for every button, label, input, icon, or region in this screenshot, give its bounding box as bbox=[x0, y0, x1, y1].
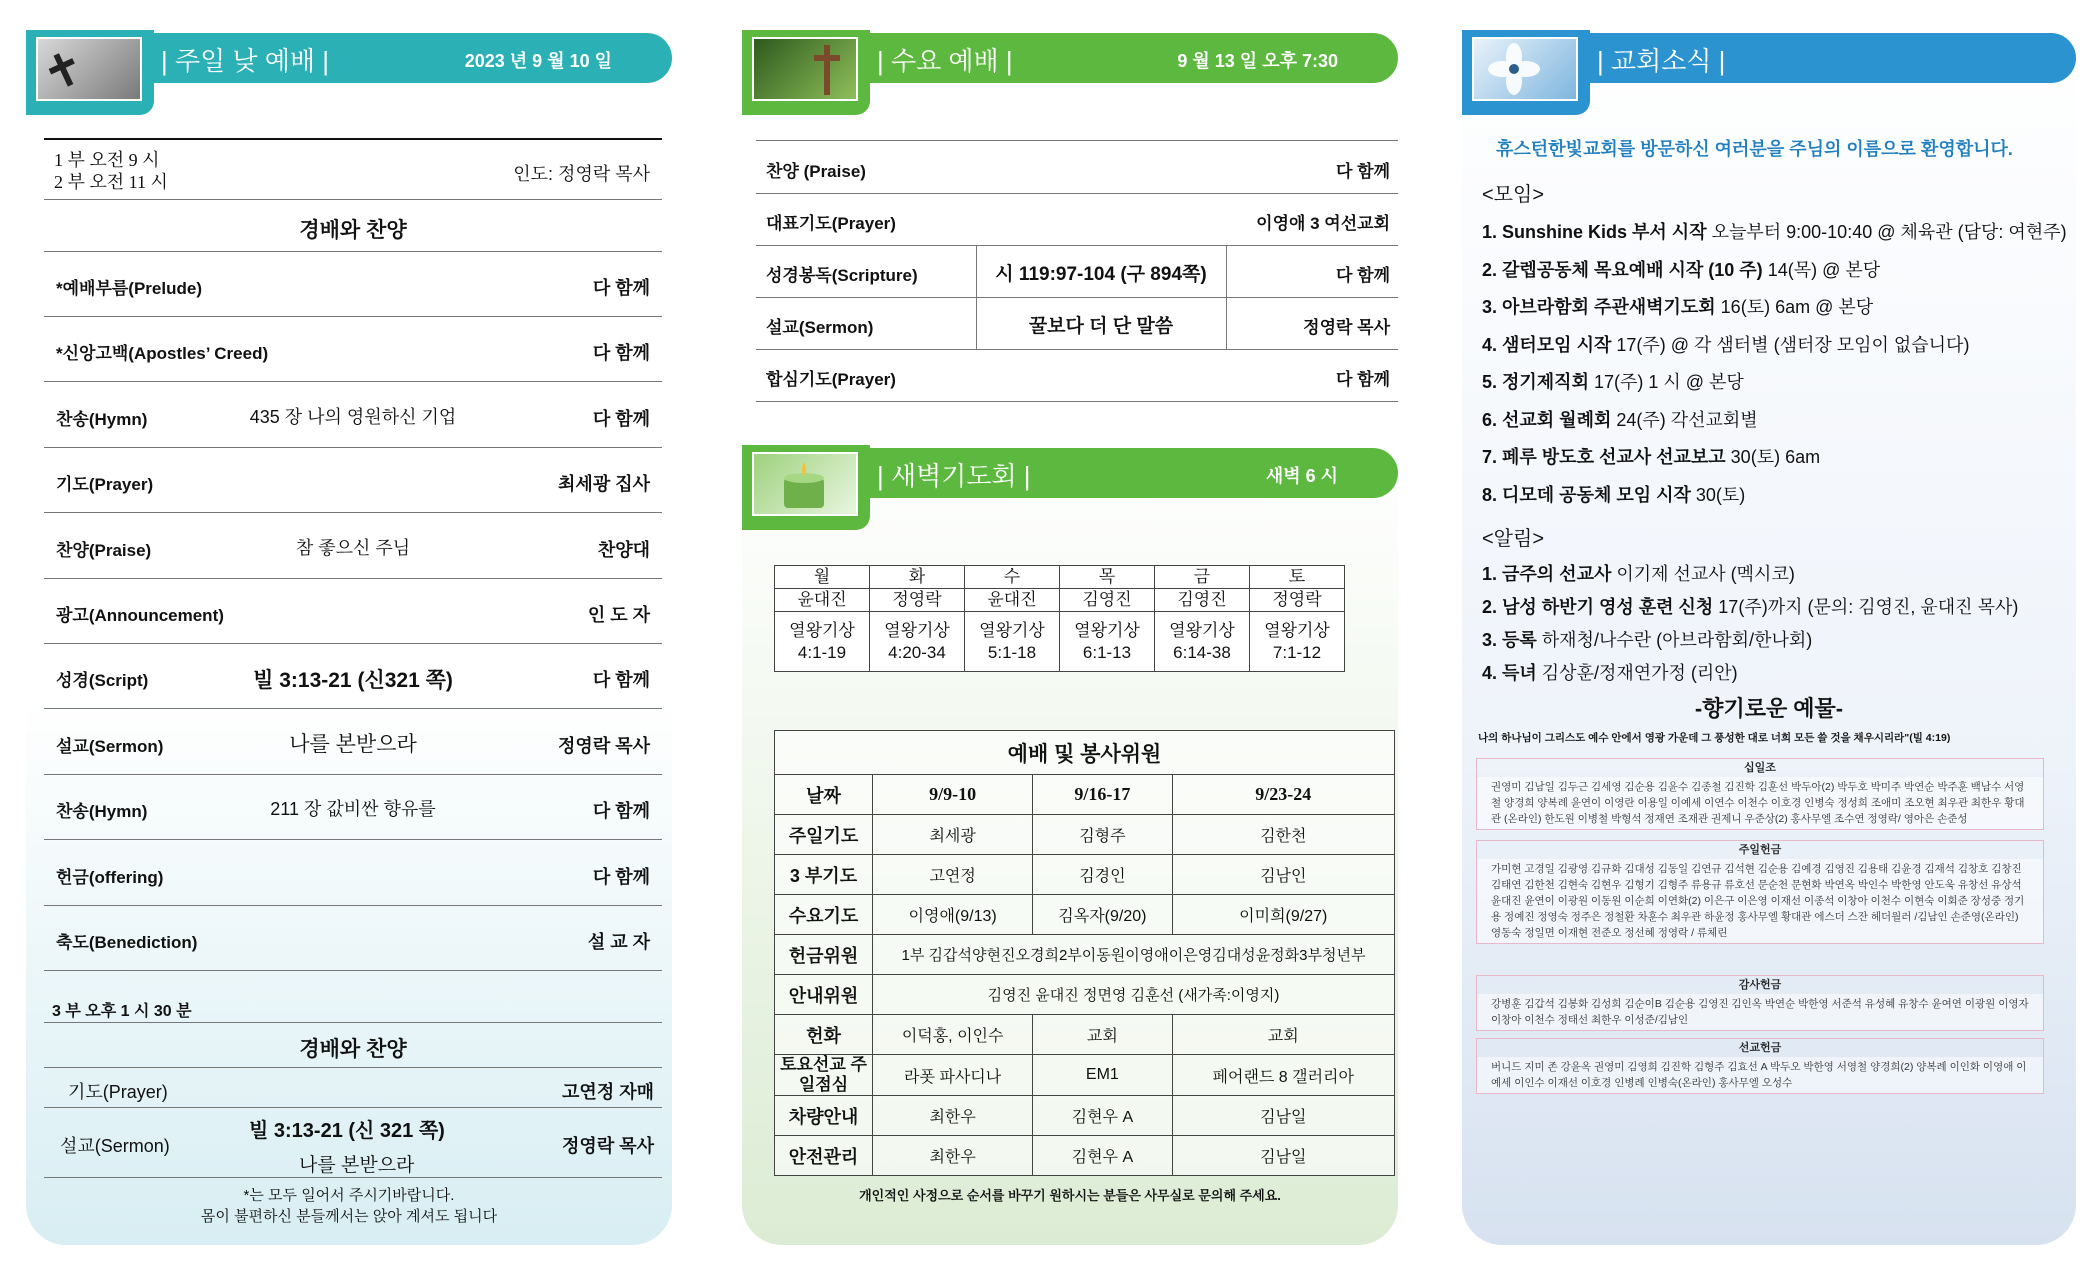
offering-names: 강병훈 김갑석 김봉화 김성희 김순이B 김순용 김영진 김인옥 박연순 박한영 서준석 유성혜 유창수 윤여연 이광원 이영자 이창아 이천수 정태선 최한우 이성준/김남인 bbox=[1477, 994, 2043, 1030]
book-name: 열왕기상 bbox=[1074, 620, 1140, 640]
leader-cell: 김영진 bbox=[1060, 589, 1155, 612]
meeting-name: 4. 샘터모임 시작 bbox=[1482, 334, 1612, 355]
wednesday-order-row bbox=[756, 142, 1398, 194]
third-prayer-row bbox=[44, 1068, 662, 1108]
offering-verse: 나의 하나님이 그리스도 예수 안에서 영광 가운데 그 풍성한 대로 너희 모든 쓸 것을 채우시리라"(빌 4:19) bbox=[1478, 732, 1951, 744]
dawn-image-frame bbox=[742, 445, 870, 530]
wednesday-image-frame bbox=[742, 30, 870, 115]
row-right: 이영애 3 여선교회 bbox=[1256, 214, 1390, 233]
chapter-ref: 4:1-19 bbox=[797, 642, 847, 662]
order-row bbox=[44, 383, 662, 448]
volunteer-cell: 교회 bbox=[1033, 1015, 1172, 1055]
sunday-image-frame bbox=[26, 30, 154, 115]
row-label: *신앙고백(Apostles’ Creed) bbox=[56, 344, 269, 364]
volunteer-cell: 라폿 파사디나 bbox=[873, 1055, 1033, 1096]
volunteer-note: 개인적인 사정으로 순서를 바꾸기 원하시는 분들은 사무실로 문의해 주세요. bbox=[859, 1188, 1281, 1203]
notice-name: 1. 금주의 선교사 bbox=[1482, 564, 1612, 584]
notice-item bbox=[1482, 593, 2018, 619]
volunteer-cell: 김남일 bbox=[1172, 1136, 1395, 1176]
row-right: 다 함께 bbox=[592, 408, 650, 429]
volunteer-cell: 김현우 A bbox=[1033, 1136, 1172, 1176]
chapter-ref: 5:1-18 bbox=[987, 642, 1037, 662]
order-row bbox=[44, 841, 662, 906]
offering-names: 버니드 지미 존 강윤옥 권영미 김영희 김진학 김형주 김효선 A 박두오 박한영 서영철 양경희(2) 양복례 이인화 이영애 이예세 이인수 이재선 이호경 인병례 인병숙(온라인) 홍사무엘 오성수 bbox=[1477, 1057, 2043, 1093]
sunday-date: 2023 년 9 월 10 일 bbox=[464, 51, 612, 71]
row-label: *예배부름(Prelude) bbox=[56, 279, 202, 298]
meeting-item bbox=[1482, 218, 2067, 244]
notice-name: 3. 등록 bbox=[1482, 630, 1537, 650]
news-title: | 교회소식 | bbox=[1597, 46, 1726, 76]
row-label: 찬양 (Praise) bbox=[766, 162, 866, 181]
role-cell: 주일기도 bbox=[775, 815, 873, 855]
row-middle: 꿀보다 더 단 말씀 bbox=[1028, 316, 1174, 337]
wednesday-order-row bbox=[756, 246, 1398, 298]
row-middle: 참 좋으신 주님 bbox=[295, 537, 411, 558]
row-right: 다 함께 bbox=[1336, 162, 1390, 181]
section-title: 경배와 찬양 bbox=[299, 219, 407, 242]
leader-cell: 윤대진 bbox=[965, 589, 1060, 612]
order-row bbox=[44, 514, 662, 579]
row-right: 정영락 목사 bbox=[558, 735, 650, 756]
leader-cell: 정영락 bbox=[870, 589, 965, 612]
header-cell: 9/16-17 bbox=[1033, 775, 1172, 815]
row-right: 고연정 자매 bbox=[562, 1082, 654, 1102]
third-service-time: 3 부 오후 1 시 30 분 bbox=[52, 1003, 192, 1020]
order-row bbox=[44, 906, 662, 971]
volunteer-cell: 김남인 bbox=[1172, 855, 1395, 895]
meeting-item bbox=[1482, 406, 1758, 432]
praise-section-heading bbox=[44, 200, 662, 252]
volunteer-cell: 교회 bbox=[1172, 1015, 1395, 1055]
volunteer-row bbox=[775, 1055, 1395, 1096]
offering-type: 감사헌금 bbox=[1738, 979, 1782, 991]
third-sermon-row bbox=[44, 1108, 662, 1178]
order-row bbox=[44, 448, 662, 513]
service-time-1: 1 부 오전 9 시 bbox=[54, 150, 160, 170]
offering-names: 권영미 김남일 김두근 김세영 김순용 김윤수 김종철 김진학 김훈선 박두아(2) 박두호 박미주 박연순 박주훈 백남수 서영철 양경희 양복례 윤연이 이영란 이용일 이예세 이연수 이천수 이호경 인병숙 정성희 조애미 조오현 최우관 최한우 황대관 (온라인) 한도원 이병철 박형석 정재연 조재관 권제니 우준상(2) 홍사무엘 조수연 정영락/ 영아은 손준성 bbox=[1477, 777, 2043, 829]
row-right: 다 함께 bbox=[1336, 370, 1390, 389]
sunday-footnote: *는 모두 일어서 주시기바랍니다. 몸이 불편하신 분들께서는 앉아 계셔도 됩니다 bbox=[200, 1187, 498, 1225]
meetings-heading: <모임> bbox=[1482, 184, 1544, 206]
chapter-ref: 4:20-34 bbox=[888, 642, 946, 662]
meeting-item bbox=[1482, 293, 1873, 319]
volunteer-cell: 김경인 bbox=[1033, 855, 1172, 895]
welcome-text: 휴스턴한빛교회를 방문하신 여러분을 주님의 이름으로 환영합니다. bbox=[1496, 139, 2013, 159]
chapter-ref: 7:1-12 bbox=[1272, 642, 1322, 662]
volunteer-cell: 최한우 bbox=[873, 1096, 1033, 1136]
leader-cell: 김영진 bbox=[1155, 589, 1250, 612]
notices-heading: <알림> bbox=[1482, 528, 1544, 550]
volunteer-cell: 김옥자(9/20) bbox=[1033, 895, 1172, 935]
meeting-detail: 17(주) 1 시 @ 본당 bbox=[1588, 372, 1744, 392]
order-row bbox=[44, 252, 662, 317]
service-leader: 인도: 정영락 목사 bbox=[513, 164, 650, 184]
row-label: 설교(Sermon) bbox=[766, 318, 874, 337]
volunteer-cell: 김형주 bbox=[1033, 815, 1172, 855]
volunteer-row bbox=[775, 1136, 1395, 1176]
meeting-name: 2. 갈렙공동체 목요예배 시작 (10 주) bbox=[1482, 259, 1763, 280]
volunteer-cell: 페어랜드 8 갤러리아 bbox=[1172, 1055, 1395, 1096]
volunteer-cell: 고연정 bbox=[873, 855, 1033, 895]
wednesday-panel bbox=[742, 30, 1398, 1245]
row-label: 축도(Benediction) bbox=[56, 933, 198, 952]
row-label: 기도(Prayer) bbox=[56, 475, 154, 495]
volunteer-row bbox=[775, 975, 1395, 1015]
wednesday-order-row bbox=[756, 194, 1398, 246]
row-label: 찬송(Hymn) bbox=[56, 802, 148, 822]
sunday-title: | 주일 낮 예배 | bbox=[161, 46, 329, 76]
meeting-item bbox=[1482, 256, 1880, 282]
meeting-name: 7. 페루 방도호 선교사 선교보고 bbox=[1482, 447, 1726, 467]
row-label: 찬양(Praise) bbox=[56, 540, 152, 560]
book-name: 열왕기상 bbox=[1264, 620, 1330, 640]
volunteer-cell: 1부 김갑석양현진오경희2부이동원이영애이은영김대성윤정화3부청년부 bbox=[873, 935, 1395, 975]
volunteer-cell: 이미희(9/27) bbox=[1172, 895, 1395, 935]
row-right: 다 함께 bbox=[592, 670, 650, 691]
meeting-detail: 30(토) 6am bbox=[1725, 447, 1821, 467]
role-cell: 안내위원 bbox=[775, 975, 873, 1015]
role-cell: 헌금위원 bbox=[775, 935, 873, 975]
book-name: 열왕기상 bbox=[884, 620, 950, 640]
scripture-cell bbox=[1250, 612, 1345, 672]
notice-item bbox=[1482, 626, 1812, 652]
volunteer-cell: 김영진 윤대진 정면영 김훈선 (새가족:이영지) bbox=[873, 975, 1395, 1015]
order-row bbox=[44, 579, 662, 644]
offering-title: -향기로운 예물- bbox=[1694, 696, 1844, 721]
meeting-detail: 오늘부터 9:00-10:40 @ 체육관 (담당: 여현주) bbox=[1706, 222, 2067, 242]
row-right: 다 함께 bbox=[592, 801, 650, 822]
role-cell: 안전관리 bbox=[775, 1136, 873, 1176]
role-cell: 3 부기도 bbox=[775, 855, 873, 895]
row-label: 기도(Prayer) bbox=[68, 1082, 168, 1102]
notice-detail: 김상훈/정재연가정 (리안) bbox=[1536, 663, 1738, 683]
offering-box bbox=[1476, 975, 2044, 1031]
row-label: 성경(Script) bbox=[56, 671, 149, 691]
meeting-detail: 30(토) bbox=[1690, 484, 1746, 505]
offering-type: 십일조 bbox=[1744, 762, 1776, 774]
scripture-cell bbox=[965, 612, 1060, 672]
sunday-worship-panel bbox=[26, 30, 672, 1245]
meeting-name: 6. 선교회 월례회 bbox=[1482, 409, 1612, 430]
notice-name: 4. 득녀 bbox=[1482, 663, 1537, 683]
wednesday-order-row bbox=[756, 298, 1398, 350]
volunteer-cell: 최세광 bbox=[873, 815, 1033, 855]
row-right: 정영락 목사 bbox=[1303, 318, 1390, 337]
meeting-item bbox=[1482, 331, 1969, 357]
offering-box bbox=[1476, 758, 2044, 830]
row-middle: 빌 3:13-21 (신321 쪽) bbox=[253, 669, 453, 693]
row-label: 대표기도(Prayer) bbox=[766, 214, 896, 233]
meeting-name: 1. Sunshine Kids 부서 시작 bbox=[1482, 222, 1707, 242]
meeting-name: 5. 정기제직회 bbox=[1482, 372, 1589, 392]
offering-box bbox=[1476, 840, 2044, 944]
meeting-name: 8. 디모데 공동체 모임 시작 bbox=[1482, 484, 1691, 505]
meeting-detail: 16(토) 6am @ 본당 bbox=[1715, 297, 1874, 317]
row-middle: 211 장 값비싼 향유를 bbox=[270, 799, 436, 820]
row-right: 다 함께 bbox=[592, 278, 650, 298]
row-label: 광고(Announcement) bbox=[56, 606, 224, 625]
volunteer-cell: 이덕홍, 이인수 bbox=[873, 1015, 1033, 1055]
notice-detail: 하재청/나수란 (아브라함회/한나회) bbox=[1536, 630, 1813, 650]
role-cell: 차량안내 bbox=[775, 1096, 873, 1136]
meeting-detail: 17(주) @ 각 샘터별 (샘터장 모임이 없습니다) bbox=[1611, 334, 1970, 355]
row-middle: 시 119:97-104 (구 894쪽) bbox=[995, 264, 1207, 285]
offering-type: 선교헌금 bbox=[1738, 1042, 1782, 1054]
leader-cell: 정영락 bbox=[1250, 589, 1345, 612]
row-label: 설교(Sermon) bbox=[56, 736, 164, 756]
dawn-title: | 새벽기도회 | bbox=[877, 461, 1031, 491]
sunday-service-times bbox=[44, 142, 662, 200]
cross-icon bbox=[754, 39, 856, 99]
notice-name: 2. 남성 하반기 영성 훈련 신청 bbox=[1482, 597, 1714, 617]
row-right: 다 함께 bbox=[1336, 266, 1390, 285]
meeting-item bbox=[1482, 481, 1745, 507]
order-row bbox=[44, 775, 662, 840]
volunteer-cell: EM1 bbox=[1033, 1055, 1172, 1096]
volunteer-table bbox=[774, 730, 1395, 1176]
row-label: 설교(Sermon) bbox=[60, 1136, 170, 1156]
volunteer-cell: 이영애(9/13) bbox=[873, 895, 1033, 935]
order-row bbox=[44, 710, 662, 775]
wednesday-date: 9 월 13 일 오후 7:30 bbox=[1177, 51, 1338, 71]
row-label: 성경봉독(Scripture) bbox=[766, 266, 918, 285]
role-cell: 토요선교 주일점심 bbox=[775, 1055, 873, 1096]
volunteer-row bbox=[775, 815, 1395, 855]
volunteer-title: 예배 및 봉사위원 bbox=[775, 731, 1395, 775]
volunteer-cell: 김남일 bbox=[1172, 1096, 1395, 1136]
wooden-cross-image bbox=[752, 37, 858, 101]
book-name: 열왕기상 bbox=[1169, 620, 1235, 640]
row-right: 최세광 집사 bbox=[558, 474, 650, 495]
day-cell: 화 bbox=[870, 566, 965, 589]
candle-image bbox=[752, 452, 858, 516]
volunteer-cell: 김현우 A bbox=[1033, 1096, 1172, 1136]
day-cell: 월 bbox=[775, 566, 870, 589]
notice-item bbox=[1482, 659, 1738, 685]
wednesday-title: | 수요 예배 | bbox=[877, 46, 1013, 76]
meeting-item bbox=[1482, 368, 1744, 394]
book-name: 열왕기상 bbox=[979, 620, 1045, 640]
offering-box bbox=[1476, 1038, 2044, 1094]
scripture-cell bbox=[1155, 612, 1250, 672]
leader-cell: 윤대진 bbox=[775, 589, 870, 612]
order-row bbox=[44, 317, 662, 382]
scripture-cell bbox=[870, 612, 965, 672]
row-label: 찬송(Hymn) bbox=[56, 409, 148, 429]
flower-icon bbox=[1474, 39, 1576, 99]
chapter-ref: 6:14-38 bbox=[1173, 642, 1231, 662]
book-name: 열왕기상 bbox=[789, 620, 855, 640]
row-right: 다 함께 bbox=[592, 866, 650, 887]
header-cell: 9/23-24 bbox=[1172, 775, 1395, 815]
notice-detail: 17(주)까지 (문의: 김영진, 윤대진 목사) bbox=[1713, 597, 2019, 617]
volunteer-row bbox=[775, 1096, 1395, 1136]
volunteer-cell: 김한천 bbox=[1172, 815, 1395, 855]
wednesday-order-row bbox=[756, 350, 1398, 402]
volunteer-cell: 최한우 bbox=[873, 1136, 1033, 1176]
cross-necklace-image bbox=[36, 37, 142, 101]
meeting-name: 3. 아브라함회 주관새벽기도회 bbox=[1482, 297, 1716, 317]
day-cell: 토 bbox=[1250, 566, 1345, 589]
order-row bbox=[44, 644, 662, 709]
scripture-cell bbox=[775, 612, 870, 672]
row-middle: 나를 본받으라 bbox=[289, 732, 417, 756]
service-time-2: 2 부 오전 11 시 bbox=[54, 172, 168, 192]
candle-icon bbox=[754, 454, 856, 514]
section-title: 경배와 찬양 bbox=[299, 1038, 407, 1061]
offering-type: 주일헌금 bbox=[1738, 844, 1782, 856]
row-right: 다 함께 bbox=[592, 343, 650, 364]
row-right: 찬양대 bbox=[597, 539, 650, 560]
scripture-cell bbox=[1060, 612, 1155, 672]
meeting-item bbox=[1482, 443, 1820, 469]
sermon-title: 나를 본받으라 bbox=[299, 1155, 415, 1176]
role-cell: 수요기도 bbox=[775, 895, 873, 935]
meeting-detail: 24(주) 각선교회별 bbox=[1611, 409, 1758, 430]
row-right: 설 교 자 bbox=[587, 932, 650, 952]
row-middle: 435 장 나의 영원하신 기업 bbox=[249, 406, 457, 427]
sermon-reference: 빌 3:13-21 (신 321 쪽) bbox=[249, 1120, 445, 1142]
day-cell: 금 bbox=[1155, 566, 1250, 589]
dawn-schedule-table bbox=[774, 565, 1345, 672]
day-cell: 목 bbox=[1060, 566, 1155, 589]
church-news-panel bbox=[1462, 30, 2076, 1245]
dawn-time: 새벽 6 시 bbox=[1265, 466, 1338, 486]
volunteer-row bbox=[775, 895, 1395, 935]
row-label: 합심기도(Prayer) bbox=[766, 370, 896, 389]
third-praise-heading bbox=[44, 1024, 662, 1068]
chapter-ref: 6:1-13 bbox=[1082, 642, 1132, 662]
header-cell: 날짜 bbox=[775, 775, 873, 815]
role-cell: 헌화 bbox=[775, 1015, 873, 1055]
offering-names: 가미현 고경일 김광영 김규화 김대성 김동일 김연규 김석현 김순용 김예경 김영진 김용태 김윤경 김재석 김창호 김창진 김태연 김한천 김현숙 김현우 김형기 김형주 류용규 류호선 문순천 문현화 박연옥 박인수 박한영 안도욱 유창선 유상석 윤대진 윤연이 이광원 이동원 이순희 이연화(2) 이은구 이은영 이재선 이종석 이창아 이천수 이현숙 이회준 장성중 정기용 정예진 정영숙 정주은 정철환 차훈수 최우관 하윤정 홍사무엘 황대관 에스더 스잔 헤더월러 /김남인 손준영(온라인) 영동숙 정일면 이재현 전준오 정선혜 정영락 / 류체린 bbox=[1477, 859, 2043, 943]
notice-detail: 이기제 선교사 (멕시코) bbox=[1611, 564, 1795, 584]
volunteer-row bbox=[775, 1015, 1395, 1055]
row-label: 헌금(offering) bbox=[56, 867, 164, 887]
row-right: 인 도 자 bbox=[587, 605, 650, 625]
news-image-frame bbox=[1462, 30, 1590, 115]
flower-image bbox=[1472, 37, 1578, 101]
volunteer-row bbox=[775, 855, 1395, 895]
header-cell: 9/9-10 bbox=[873, 775, 1033, 815]
day-cell: 수 bbox=[965, 566, 1060, 589]
volunteer-row bbox=[775, 935, 1395, 975]
cross-icon bbox=[38, 39, 140, 99]
notice-item bbox=[1482, 560, 1795, 586]
row-right: 정영락 목사 bbox=[562, 1136, 654, 1156]
meeting-detail: 14(목) @ 본당 bbox=[1762, 259, 1881, 280]
